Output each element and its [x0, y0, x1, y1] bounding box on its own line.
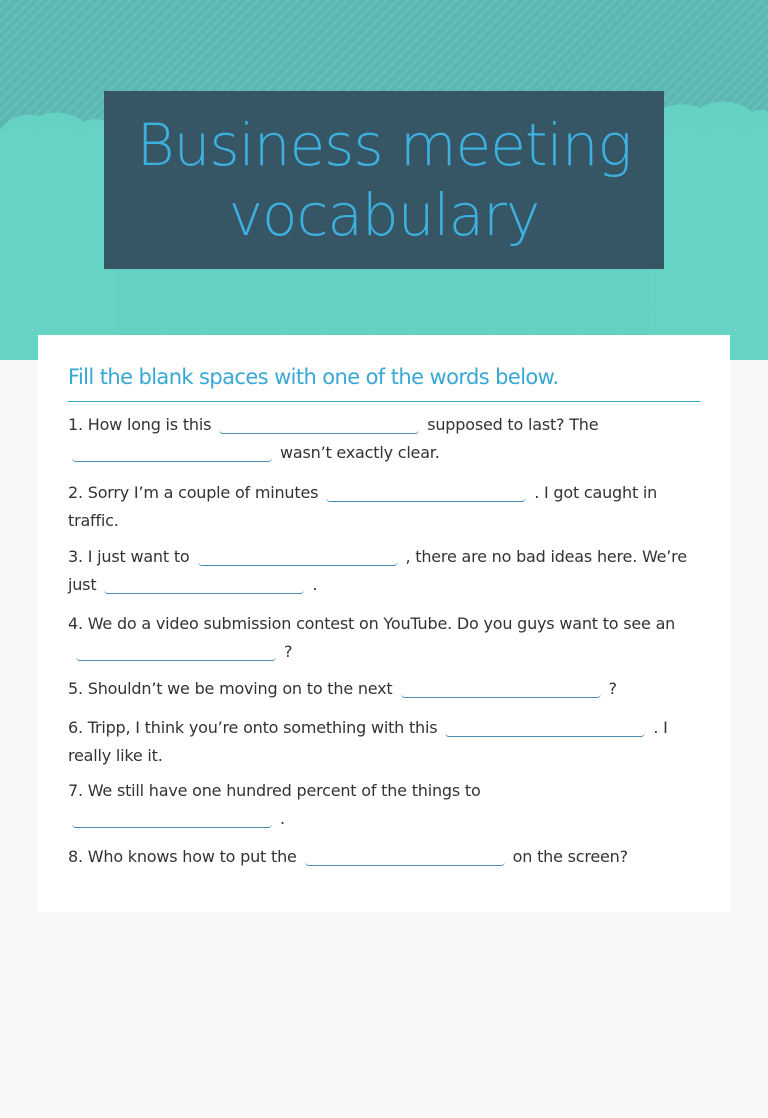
question-1 — [68, 411, 700, 467]
question-text: 1. How long is this — [68, 415, 212, 434]
question-text: ? — [608, 679, 617, 698]
title-box — [104, 91, 664, 269]
question-text: wasn’t exactly clear. — [280, 443, 440, 462]
worksheet-card — [38, 335, 730, 912]
question-text: 3. I just want to — [68, 547, 190, 566]
question-7 — [68, 777, 700, 833]
question-text: supposed to last? The — [427, 415, 599, 434]
question-text: ? — [284, 642, 293, 661]
question-text: . I really like it. — [68, 718, 668, 765]
question-6 — [68, 714, 700, 770]
instruction-divider — [68, 401, 700, 402]
answer-blank-6[interactable] — [445, 720, 645, 737]
question-text: 5. Shouldn’t we be moving on to the next — [68, 679, 393, 698]
question-text: 4. We do a video submission contest on YouTube. Do you guys want to see an — [68, 614, 676, 633]
question-2 — [68, 479, 700, 535]
question-text: . — [280, 809, 285, 828]
question-text: . — [312, 575, 318, 594]
question-8 — [68, 843, 700, 871]
question-4 — [68, 610, 700, 666]
answer-blank-3a[interactable] — [198, 549, 398, 566]
answer-blank-2[interactable] — [326, 485, 526, 502]
answer-blank-5[interactable] — [401, 681, 601, 698]
question-text: , there are no bad ideas here. We’re just — [68, 547, 687, 594]
page-title-line2: vocabulary — [228, 181, 540, 249]
page-title-line1: Business meeting — [136, 111, 632, 179]
answer-blank-7[interactable] — [72, 811, 272, 828]
instruction-text: Fill the blank spaces with one of the words below. — [68, 365, 559, 389]
question-text: 8. Who knows how to put the — [68, 847, 297, 866]
answer-blank-4[interactable] — [76, 644, 276, 661]
header-banner — [0, 0, 768, 360]
answer-blank-1a[interactable] — [219, 417, 419, 434]
question-text: 7. We still have one hundred percent of the things to — [68, 781, 481, 800]
answer-blank-1b[interactable] — [72, 445, 272, 462]
question-3 — [68, 543, 700, 599]
answer-blank-8[interactable] — [305, 849, 505, 866]
question-text: 2. Sorry I’m a couple of minutes — [68, 483, 319, 502]
question-5 — [68, 675, 700, 703]
question-text: 6. Tripp, I think you’re onto something with this — [68, 718, 438, 737]
question-text: . I got caught in traffic. — [68, 483, 658, 530]
question-text: on the screen? — [512, 847, 628, 866]
answer-blank-3b[interactable] — [104, 577, 304, 594]
